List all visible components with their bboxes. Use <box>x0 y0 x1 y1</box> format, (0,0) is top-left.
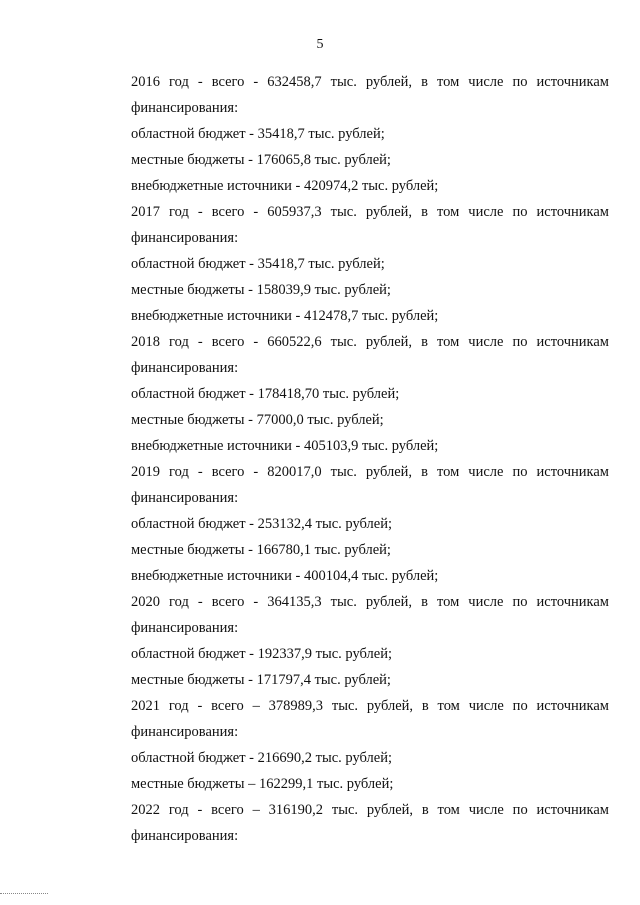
funding-year-line: 2018 год - всего - 660522,6 тыс. рублей, в том числе по источникам <box>131 334 609 350</box>
funding-detail-line: областной бюджет - 253132,4 тыс. рублей; <box>131 516 392 532</box>
funding-detail-line: местные бюджеты - 77000,0 тыс. рублей; <box>131 412 384 428</box>
funding-detail-line: местные бюджеты - 171797,4 тыс. рублей; <box>131 672 391 688</box>
funding-detail-line: областной бюджет - 178418,70 тыс. рублей; <box>131 386 400 402</box>
funding-detail-line: внебюджетные источники - 412478,7 тыс. рублей; <box>131 308 439 324</box>
document-body <box>131 72 609 852</box>
funding-year-line: 2017 год - всего - 605937,3 тыс. рублей, в том числе по источникам <box>131 204 609 220</box>
funding-year-line: 2016 год - всего - 632458,7 тыс. рублей, в том числе по источникам <box>131 74 609 90</box>
funding-detail-line: местные бюджеты - 176065,8 тыс. рублей; <box>131 152 391 168</box>
funding-detail-line: финансирования: <box>131 620 239 636</box>
funding-detail-line: финансирования: <box>131 360 239 376</box>
funding-detail-line: областной бюджет - 216690,2 тыс. рублей; <box>131 750 392 766</box>
footer-divider <box>0 893 48 894</box>
funding-detail-line: областной бюджет - 192337,9 тыс. рублей; <box>131 646 392 662</box>
page-number: 5 <box>316 37 324 52</box>
funding-detail-line: областной бюджет - 35418,7 тыс. рублей; <box>131 126 385 142</box>
funding-detail-line: финансирования: <box>131 100 239 116</box>
funding-detail-line: внебюджетные источники - 420974,2 тыс. рублей; <box>131 178 439 194</box>
funding-detail-line: местные бюджеты - 166780,1 тыс. рублей; <box>131 542 391 558</box>
funding-detail-line: местные бюджеты - 158039,9 тыс. рублей; <box>131 282 391 298</box>
funding-year-line: 2019 год - всего - 820017,0 тыс. рублей, в том числе по источникам <box>131 464 609 480</box>
funding-detail-line: финансирования: <box>131 230 239 246</box>
funding-year-line: 2021 год - всего – 378989,3 тыс. рублей, в том числе по источникам <box>131 698 609 714</box>
funding-detail-line: местные бюджеты – 162299,1 тыс. рублей; <box>131 776 394 792</box>
funding-detail-line: финансирования: <box>131 490 239 506</box>
funding-year-line: 2020 год - всего - 364135,3 тыс. рублей, в том числе по источникам <box>131 594 609 610</box>
funding-detail-line: внебюджетные источники - 405103,9 тыс. рублей; <box>131 438 439 454</box>
funding-year-line: 2022 год - всего – 316190,2 тыс. рублей, в том числе по источникам <box>131 802 609 818</box>
funding-detail-line: финансирования: <box>131 828 239 844</box>
funding-detail-line: внебюджетные источники - 400104,4 тыс. рублей; <box>131 568 439 584</box>
funding-detail-line: областной бюджет - 35418,7 тыс. рублей; <box>131 256 385 272</box>
funding-detail-line: финансирования: <box>131 724 239 740</box>
